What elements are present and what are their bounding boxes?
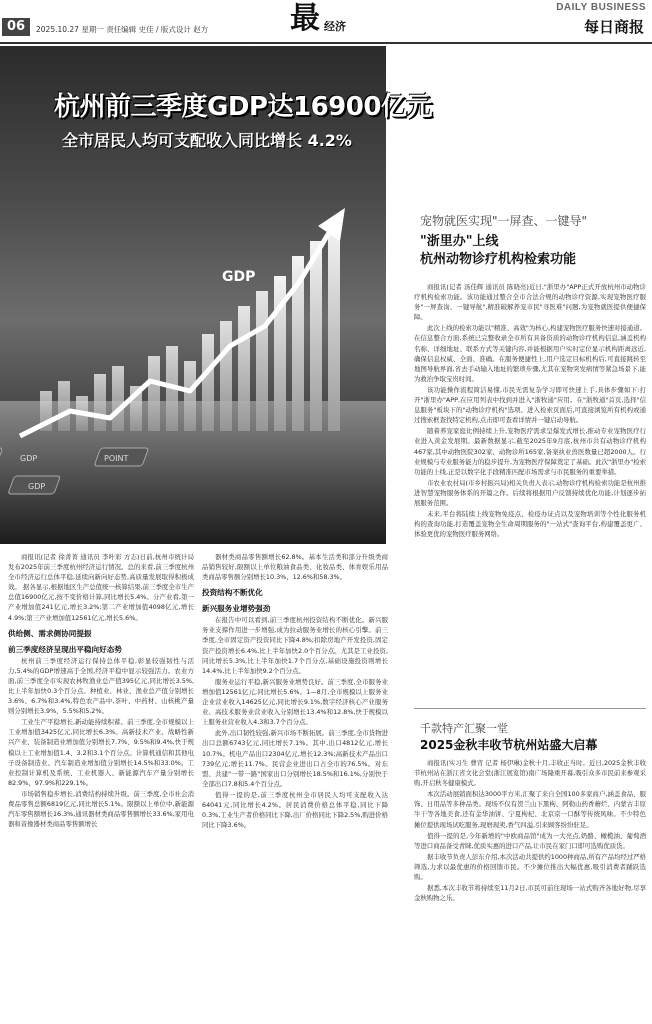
paragraph: 此次上线的检索功能以"精准、高效"为核心,构建宠物医疗服务快速对接通道。在信息整合方面,系统已完整收录全市所有具备资质的动物诊疗机构信息,涵盖机构名称、详细地址、联系方式等关键内容,并能根据用户实时定位显示机构距离远近,确保信息权威、全面、准确。在服务便捷性上,用户选定目标机构后,可直接跳转至地图导航界面,省去手动输入地址的繁琐步骤,尤其在宠物突发病情等紧急场景下,能为救治争取宝贵时间。 <box>414 324 646 383</box>
bar-group <box>40 226 340 431</box>
paragraph: 工业生产平稳增长,新动能持续积蓄。前三季度,全市规模以上工业增加值3425亿元,同比增长6.3%。高新技术产业、战略性新兴产业、装备制造业增加值分别增长7.7%、9.5%和9.4%,快于规模以上工业增加值1.4、3.2和3.1个百分点。计算机通信和其他电子设备制造业、汽车制造业增加值分别增长14.5%和33.0%。工业控制计算机及系统、工业机器人、新能源汽车产量分别增长82.9%、97.9%和229.1%。 <box>8 718 194 787</box>
gdp-illustration <box>0 186 386 544</box>
paragraph: 该功能操作流程简洁易懂,市民无需复杂学习即可快速上手,具体步骤如下:打开"浙里办"APP,在应用列表中找到并进入"浙牧通"应用。在"浙牧通"首页,选择"信息服务"板块下的"动物诊疗机构"选项。进入检索页面后,可直接浏览所有机构或通过搜索框查找特定机构,点击即可查看详情并一键启动导航。 <box>414 385 646 425</box>
paragraph: 随着养宠家庭比例持续上升,宠物医疗需求呈爆发式增长,推动专业宠物医疗行业进入黄金发展期。最新数据显示,截至2025年9月底,杭州市共有动物诊疗机构467家,其中动物医院302家、动物诊所165家,备案执业兽医数量已超2000人。行业规模与专业服务能力的稳步提升,为宠物医疗保障奠定了基础。此次"浙里办"检索功能的上线,正是以数字化手段精准匹配市场需求与市民服务的重要举措。 <box>414 427 646 476</box>
paragraph: 商报讯(记者 汤佳辉 通讯员 陈晓亮)近日,"浙里办"APP正式开放杭州市动物诊疗机构检索功能。该功能通过整合全市合法合规的动物诊疗资源,实现宠物医疗服务"一屏查询、一键导航",精准破解养宠市民"寻医难"问题,为宠物就医提供便捷保障。 <box>414 283 646 322</box>
article2-body <box>414 282 646 602</box>
main-article-column-2 <box>202 552 388 1018</box>
hero-image <box>0 46 432 544</box>
section-subhead: 供给侧、需求侧协同提振 <box>8 628 92 638</box>
paragraph: 值得一提的是,前三季度杭州全市居民人均可支配收入达64041元,同比增长4.2%。居民消费价格总体平稳,同比下降0.3%,工业生产者价格同比下降,出厂价格同比下降2.5%,购进价格同比下降3.6%。 <box>202 790 388 830</box>
article3-headline: 2025金秋丰收节杭州站盛大启幕 <box>420 738 598 752</box>
section-name: 经济 <box>324 20 346 33</box>
paragraph: 本次活动展销面积达3000平方米,汇聚了来自全国100多家商户,涵盖食品、服饰、日用品等多种品类。现场不仅有贺兰山下黑枸、阿勒山药香蘑烂、内蒙古丰原牛干等各地美食,还有金华油饼、宁夏枸杞、北京京一口酥等传统风味。不少特色摊位提供现场试吃服务,现磨现卖,香气四溢,引来顾客纷纷驻足。 <box>414 790 646 829</box>
floor-tag: POINT <box>104 454 129 463</box>
brand-chinese: 每日商报 <box>583 18 644 36</box>
paragraph: 商报讯(记者 徐菁菁 通讯员 李叶彩 方志)日前,杭州市统计局发布2025年前三季度杭州经济运行情况。总的来看,前三季度杭州全市经济运行总体平稳,延续向新向好态势,高质量发展取得积极成效。 据各显示,根据地区生产总值统一核算结果,前三季度全市生产总值16900亿元,按不变价格计算,同比增长5.4%。分产业看,第一产业增加值241亿元,增长3.2%;第二产业增加值4098亿元,增长4.9%;第三产业增加值12561亿元,增长5.6%。 <box>8 553 194 622</box>
section-logo: 最 <box>290 1 320 36</box>
article-divider <box>414 708 646 709</box>
paragraph: 市场销售稳步增长,消费结构持续升级。前三季度,全市社会消费品零售总额6819亿元,同比增长5.1%。限额以上单位中,新能源汽车零售额增长16.3%,通讯器材类商品零售额增长33.6%,家用电器和音像器材类商品零售额增长 <box>8 789 194 829</box>
paragraph: 值得一提的是,今年新增的"中欧商品馆"成为一大亮点,奶酪、橄榄油、葡萄酒等进口商品备受青睐,优质实惠的进口产品,让市民在家门口即可选购优质货。 <box>414 831 646 850</box>
floor-tag: GDP <box>20 454 38 463</box>
section-subhead: 新兴服务业增势强劲 <box>202 604 271 614</box>
paragraph: 未来,平台将陆续上线宠物免疫点、检疫办证点以及宠物培训等个性化服务机构的查询功能,打造覆盖宠物全生命周期服务的"一站式"查询平台,构建覆盖更广、体验更优的宠物医疗服务网络。 <box>414 510 646 539</box>
paragraph: 据丰收节负责人彭东介绍,本次活动共提供约1000种商品,所有产品均经过严格筛选,力求以最优惠的价格回馈市民。不少摊位推出大幅优惠,吸引消费者踊跃选购。 <box>414 852 646 882</box>
article2-headline-line1: "浙里办"上线 <box>420 234 499 249</box>
main-article-column-1 <box>8 552 194 1018</box>
headline: 杭州前三季度GDP达16900亿元 <box>54 92 432 122</box>
subheadline: 全市居民人均可支配收入同比增长 4.2% <box>62 131 352 150</box>
floor-tag: GDP <box>28 482 46 491</box>
section-subhead: 前三季度经济呈现出平稳向好态势 <box>8 644 122 654</box>
paragraph: 器材类商品零售额增长62.8%。基本生活类和部分升级类商品销售较好,限额以上单位粮油食品类、化妆品类、体育娱乐用品类商品零售额分别增长10.3%、12.6%和58.3%。 <box>202 553 388 582</box>
paragraph: 据悉,本次丰收节将持续至11月2日,市民可前往现场一站式购齐各地好物,尽享金秋购物之乐。 <box>414 884 646 903</box>
article3-body <box>414 758 646 1018</box>
paragraph: 商报讯(实习生 曹宵 记者 杨伊琳)金秋十月,丰收正当时。近日,2025金秋丰收节杭州站在浙江省文化会堂(浙江展览馆)南广场隆重开幕,吸引众多市民前来参观采购,开启秋冬健康模式。 <box>414 759 646 788</box>
article3-kicker: 千款特产汇聚一堂 <box>420 722 508 735</box>
paragraph: 在报告中可以看到,前三季度杭州投资结构不断优化。新兴服务业支撑作用进一步增强,成为拉动服务业增长的核心引擎。前三季度,全市固定资产投资同比下降4.8%;扣除房地产开发投资,固定资产投资增长6.4%,比上半年加快2.0个百分点。尤其是工业投资,同比增长5.3%,比上半年加快1.7个百分点,基础设施投资则增长14.4%,比上半年加快9.2个百分点。 <box>202 616 388 675</box>
right-column <box>414 46 646 1016</box>
paragraph: 杭州前三季度经济运行保持总体平稳,彰显较强韧性与活力,5.4%的GDP增速高于全国,经济平稳中显示较强活力。农业方面,前三季度全市实现农林牧渔业总产值395亿元,同比增长3.5%,比上半年加快0.3个百分点。种植业、林业、渔业总产值分别增长3.6%、6.7%和3.4%,特色农产品中,茶叶、中药材、山核桃产量则分别增长3.9%、5.5%和5.2%。 <box>8 656 194 716</box>
brand-english: DAILY BUSINESS <box>556 2 646 13</box>
page-number: 06 <box>2 18 30 36</box>
issue-line: 2025.10.27 星期一 责任编辑 史佳 / 版式设计 赵方 <box>36 25 209 34</box>
section-subhead: 投资结构不断优化 <box>202 588 263 598</box>
chart-label: GDP <box>222 269 256 285</box>
article2-kicker: 宠物就医实现"一屏查、一键导" <box>420 214 588 228</box>
paragraph: 此外,出口韧性较强,新兴市场不断拓展。前三季度,全市货物进出口总额6743亿元,同比增长7.1%。其中,出口4812亿元,增长10.7%。机电产品出口2304亿元,增长12.3%;高新技术产品出口739亿元,增长11.7%。民营企业进出口占全市的76.5%。对东盟、共建"一带一路"国家出口分别增长18.5%和16.1%,分别快于全部出口7.8和5.4个百分点。 <box>202 729 388 788</box>
paragraph: 市农业农村局(市乡村振兴局)相关负责人表示,动物诊疗机构检索功能是杭州推进智慧宠物服务体系的开篇之作。后续将根据用户反馈持续优化功能,计划逐步拓展服务范围。 <box>414 478 646 507</box>
article2-headline-line2: 杭州动物诊疗机构检索功能 <box>420 252 577 267</box>
paragraph: 服务业运行平稳,新兴服务业增势良好。前三季度,全市服务业增加值12561亿元,同比增长5.6%。1—8月,全市规模以上服务业企业营业收入14625亿元,同比增长9.1%,数字经济核心产业服务业、高技术服务业营业收入分别增长13.4%和12.8%,快于规模以上服务业营业收入4.3和3.7个百分点。 <box>202 677 388 727</box>
masthead <box>0 0 652 44</box>
